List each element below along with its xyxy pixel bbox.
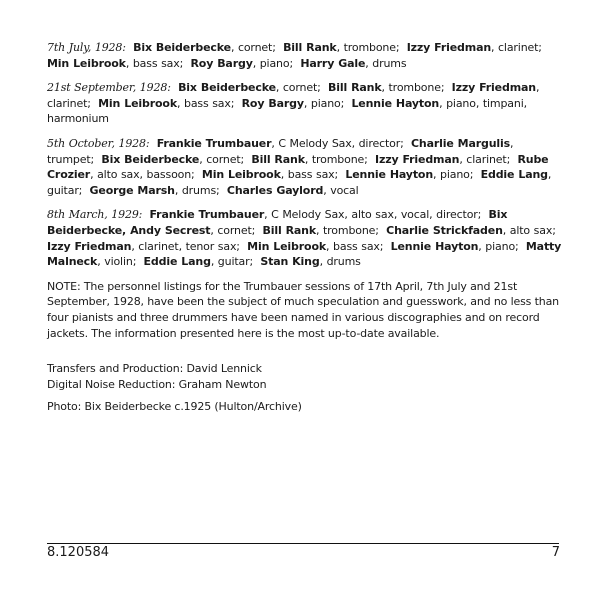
session-date: 21st September, 1928: <box>47 81 171 95</box>
musician-name: Frankie Trumbauer <box>156 136 272 150</box>
musician-role: , piano; <box>433 168 474 182</box>
musician-role: , vocal <box>323 183 359 197</box>
musician-name: Bill Rank <box>328 81 382 95</box>
musician-role: , drums <box>319 255 361 269</box>
musician-name: Harry Gale <box>300 56 366 70</box>
musician-role: , trombone; <box>336 41 400 54</box>
session-7-july-1928 <box>47 40 567 71</box>
musician-name: Bill Rank <box>283 41 337 54</box>
musician-role: , trombone; <box>381 81 445 95</box>
musician-name: Stan King <box>260 255 320 269</box>
musician-role: , guitar; <box>47 168 552 197</box>
musician-name: Bix Beiderbecke <box>101 152 200 166</box>
musician-name: Izzy Friedman <box>451 81 536 95</box>
musician-role: , drums; <box>174 183 220 197</box>
musician-role: , alto sax; <box>502 223 556 237</box>
musician-role: , trumpet; <box>47 136 514 166</box>
musician-name: Izzy Friedman <box>375 152 460 166</box>
musician-role: , piano, timpani, harmonium <box>47 96 527 126</box>
photo-credit-block <box>47 399 567 415</box>
musician-role: , clarinet; <box>491 41 542 54</box>
musician-name: Rube Crozier <box>47 152 549 182</box>
session-8-march-1929 <box>47 207 567 269</box>
musician-name: Izzy Friedman <box>47 239 132 253</box>
musician-name: George Marsh <box>89 183 175 197</box>
musician-role: , piano; <box>303 96 345 110</box>
musician-name: Charles Gaylord <box>226 183 324 197</box>
musician-name: Roy Bargy <box>190 56 253 70</box>
musician-name: Min Leibrook <box>98 96 177 110</box>
musician-name: Frankie Trumbauer <box>149 208 265 222</box>
production-credits <box>47 361 567 392</box>
musician-role: , cornet; <box>210 223 256 237</box>
musician-role: , C Melody Sax, director; <box>271 136 404 150</box>
musician-role: , piano; <box>478 239 519 253</box>
musician-name: Matty Malneck <box>47 239 562 269</box>
noise-reduction-credit: Digital Noise Reduction: Graham Newton <box>47 377 267 391</box>
musician-role: , bass sax; <box>326 239 384 253</box>
musician-role: , violin; <box>97 255 137 269</box>
session-date: 8th March, 1929: <box>47 208 143 222</box>
musician-name: Bix Beiderbecke, Andy Secrest <box>47 208 508 237</box>
musician-name: Lennie Hayton <box>351 96 440 110</box>
page-number: 7 <box>551 545 560 560</box>
musician-name: Min Leibrook <box>247 239 327 253</box>
musician-role: , clarinet, tenor sax; <box>131 239 240 253</box>
transfers-credit: Transfers and Production: David Lennick <box>47 362 262 376</box>
musician-role: , trombone; <box>304 152 368 166</box>
musician-name: Izzy Friedman <box>406 41 492 54</box>
musician-name: Charlie Margulis <box>410 136 511 150</box>
session-5-october-1928 <box>47 136 567 198</box>
musician-role: , bass sax; <box>125 56 184 70</box>
musician-name: Bill Rank <box>251 152 305 166</box>
musician-name: Eddie Lang <box>143 255 211 269</box>
footer-divider <box>47 543 559 544</box>
musician-role: , bass sax; <box>177 96 235 110</box>
musician-name: Min Leibrook <box>47 56 126 70</box>
musician-role: , clarinet; <box>47 81 540 110</box>
musician-name: Lennie Hayton <box>390 239 479 253</box>
musician-role: , clarinet; <box>459 152 511 166</box>
photo-credit: Photo: Bix Beiderbecke c.1925 (Hulton/Archive) <box>47 400 302 414</box>
musician-role: , trombone; <box>316 223 379 237</box>
musician-name: Lennie Hayton <box>345 168 434 182</box>
musician-role: , cornet; <box>230 41 276 54</box>
session-date: 7th July, 1928: <box>47 41 126 54</box>
musician-role: , bass sax; <box>280 168 339 182</box>
booklet-page <box>47 40 567 422</box>
musician-name: Charlie Strickfaden <box>386 223 503 237</box>
musician-name: Min Leibrook <box>201 168 281 182</box>
catalog-number: 8.120584 <box>47 545 110 560</box>
musician-name: Roy Bargy <box>241 96 304 110</box>
musician-role: , cornet; <box>275 81 321 95</box>
musician-name: Bix Beiderbecke <box>178 81 276 95</box>
musician-role: , cornet; <box>199 152 245 166</box>
musician-name: Eddie Lang <box>480 168 548 182</box>
musician-role: , drums <box>365 56 407 70</box>
musician-name: Bill Rank <box>262 223 317 237</box>
musician-role: , alto sax, bassoon; <box>90 168 195 182</box>
personnel-note: NOTE: The personnel listings for the Trumbauer sessions of 17th April, 7th July and 21st September, 1928, have been the subject of much speculation and guesswork, and no less than four pianists and three drummers have been named in various discographies and on record jackets. The information presented here is the most up-to-date available. <box>47 279 559 340</box>
musician-name: Bix Beiderbecke <box>133 41 231 54</box>
session-date: 5th October, 1928: <box>47 136 150 150</box>
musician-role: , piano; <box>252 56 294 70</box>
musician-role: , C Melody Sax, alto sax, vocal, director; <box>264 208 482 222</box>
session-21-september-1928 <box>47 80 567 127</box>
musician-role: , guitar; <box>210 255 254 269</box>
